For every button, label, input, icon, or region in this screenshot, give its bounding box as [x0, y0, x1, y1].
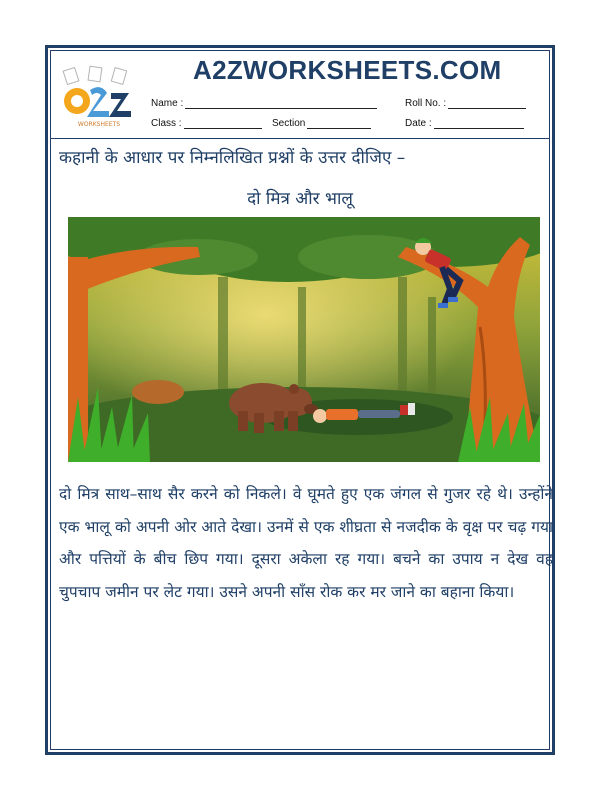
section-line[interactable]	[307, 118, 371, 129]
date-field[interactable]	[405, 118, 524, 129]
roll-no-line[interactable]	[448, 98, 526, 109]
class-label: Class :	[151, 118, 182, 129]
worksheet-border	[45, 45, 555, 755]
section-field[interactable]	[272, 118, 371, 129]
svg-text:WORKSHEETS: WORKSHEETS	[77, 121, 121, 127]
date-line[interactable]	[434, 118, 524, 129]
roll-no-label: Roll No. :	[405, 98, 447, 109]
rock	[132, 380, 184, 404]
name-field[interactable]	[151, 98, 377, 109]
question-heading: कहानी के आधार पर निम्नलिखित प्रश्नों के उत्तर दीजिए –	[59, 148, 406, 168]
section-label: Section	[272, 118, 306, 129]
name-label: Name :	[151, 98, 184, 109]
date-label: Date :	[405, 118, 432, 129]
roll-no-field[interactable]	[405, 98, 526, 109]
worksheet-header	[51, 51, 549, 139]
name-line[interactable]	[185, 98, 377, 109]
site-title: A2ZWORKSHEETS.COM	[193, 55, 502, 85]
story-passage: दो मित्र साथ–साथ सैर करने को निकले। वे घूमते हुए एक जंगल से गुजर रहे थे। उन्होंने एक भालू को अपनी ओर आते देखा। उनमें से एक शीघ्रता से नजदीक के वृक्ष पर चढ़ गया और पत्तियों के बीच छिप गया। दूसरा अकेला रह गया। बचने का उपाय न देख वह चुपचाप जमीन पर लेट गया। उसने अपनी साँस रोक कर मर जाने का बहाना किया।	[59, 485, 553, 601]
worksheet-inner-border	[50, 50, 553, 750]
class-field[interactable]	[151, 118, 262, 129]
class-line[interactable]	[184, 118, 262, 129]
story-title: दो मित्र और भालू	[247, 189, 353, 209]
a2z-logo	[59, 65, 139, 127]
forest-bear-illustration	[68, 217, 540, 462]
